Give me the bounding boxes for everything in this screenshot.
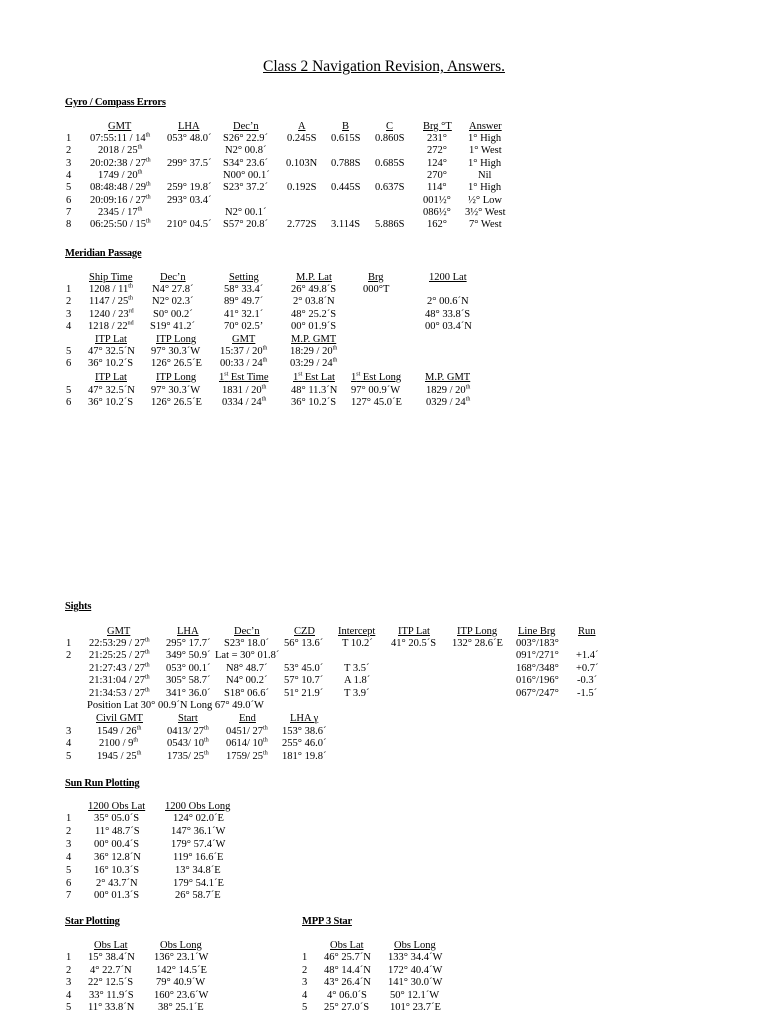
gyro-cell: 0.245S — [287, 133, 317, 144]
meridian-a-cell: 58° 33.4´ — [224, 284, 264, 295]
gyro-cell: 3½° West — [465, 206, 506, 218]
sights-b-cell: 5 — [66, 750, 72, 762]
meridian-b-header: M.P. GMT — [291, 334, 337, 345]
meridian-c-cell: 97° 00.9´W — [351, 385, 401, 396]
gyro-cell: 231° — [427, 133, 447, 144]
sights-a-cell: 295° 17.7´ — [166, 638, 211, 649]
gyro-cell: 0.615S — [331, 133, 361, 144]
gyro-cell: 0.788S — [331, 157, 361, 169]
star-cell: 4 — [66, 989, 72, 1001]
meridian-c-cell: 6 — [66, 397, 72, 409]
sights-a-cell: 21:31:04 / 27th — [89, 674, 150, 687]
star-cell: 3 — [66, 977, 72, 988]
sights-a-cell: 168°/348° — [516, 662, 559, 674]
gyro-cell: 6 — [66, 194, 72, 206]
mpp-cell: 101° 23.7´E — [390, 1002, 441, 1013]
sights-a-cell: +1.4´ — [576, 650, 599, 662]
gyro-header: B — [342, 121, 350, 132]
mpp-cell: 5 — [302, 1002, 308, 1013]
meridian-c-cell: 36° 10.2´S — [291, 397, 337, 409]
gyro-header: GMT — [108, 121, 132, 132]
meridian-b-cell: 18:29 / 20th — [290, 345, 338, 357]
sunrun-cell: 7 — [66, 890, 72, 902]
mpp-cell: 2 — [302, 964, 308, 976]
sunrun-cell: 36° 12.8´N — [94, 851, 141, 863]
sights-b-header: Start — [178, 713, 198, 724]
gyro-cell: 1 — [66, 133, 72, 144]
meridian-a-cell: S0° 00.2´ — [153, 308, 193, 320]
gyro-cell: 1° High — [468, 182, 502, 194]
sights-a-cell: -1.5´ — [577, 687, 598, 699]
star-cell: 5 — [66, 1002, 72, 1013]
sights-a-header: Run — [578, 626, 596, 637]
meridian-b-cell: 47° 32.5´N — [88, 346, 135, 357]
sights-b-cell: 4 — [66, 738, 72, 750]
meridian-c-header: 1st Est Lat — [293, 371, 335, 383]
gyro-cell: S26° 22.9´ — [223, 133, 269, 144]
sights-a-cell: T 10.2´ — [342, 638, 373, 649]
sights-a-cell: 56° 13.6´ — [284, 638, 324, 649]
gyro-cell: 259° 19.8´ — [167, 182, 212, 194]
meridian-a-cell: 89° 49.7´ — [224, 296, 264, 308]
sights-a-cell: N4° 00.2´ — [226, 675, 268, 687]
gyro-cell: 0.685S — [375, 157, 405, 169]
mpp-cell: 4° 06.0´S — [327, 989, 367, 1001]
sights-b-cell: 0614/ 10th — [226, 737, 268, 750]
meridian-a-cell: 48° 33.8´S — [425, 308, 471, 320]
gyro-cell: N2° 00.8´ — [225, 145, 267, 157]
meridian-a-header: Setting — [229, 272, 259, 283]
star-cell: 38° 25.1´E — [158, 1002, 204, 1013]
sights-b-cell: 255° 46.0´ — [282, 738, 327, 750]
sights-a-header: Line Brg — [518, 626, 556, 637]
gyro-cell: 7° West — [469, 219, 502, 231]
sights-b-cell: 1759/ 25th — [226, 750, 268, 762]
star-cell: 79° 40.9´W — [156, 977, 206, 988]
gyro-cell: 20:02:38 / 27th — [90, 157, 151, 169]
sunrun-cell: 00° 01.3´S — [94, 890, 140, 902]
meridian-a-cell: 2 — [66, 296, 72, 308]
gyro-cell: S57° 20.8´ — [223, 219, 269, 231]
sights-b-header: End — [239, 713, 256, 724]
sights-a-cell: 053° 00.1´ — [166, 662, 211, 674]
meridian-b-header: ITP Long — [156, 334, 197, 345]
sights-b-cell: 0451/ 27th — [226, 725, 268, 737]
meridian-a-cell: 00° 03.4´N — [425, 321, 472, 333]
meridian-c-cell: 48° 11.3´N — [291, 385, 338, 396]
meridian-a-cell: 41° 32.1´ — [224, 308, 264, 320]
sights-a-header: ITP Lat — [398, 626, 430, 637]
page-title: Class 2 Navigation Revision, Answers. — [263, 58, 505, 75]
gyro-cell: ½° Low — [468, 194, 502, 206]
star-header: Obs Lat — [94, 940, 128, 951]
sunrun-cell: 6 — [66, 877, 72, 889]
sights-b-cell: 1945 / 25th — [97, 750, 142, 762]
gyro-cell: 7 — [66, 206, 72, 218]
sights-a-cell: 51° 21.9´ — [284, 687, 324, 699]
sights-a-cell: 091°/271° — [516, 650, 559, 662]
gyro-header: Answer — [469, 121, 502, 132]
sights-a-cell: 22:53:29 / 27th — [89, 637, 150, 649]
mpp-header: Obs Lat — [330, 940, 364, 951]
meridian-b-cell: 15:37 / 20th — [220, 345, 268, 357]
star-cell: 142° 14.5´E — [156, 964, 207, 976]
meridian-a-cell: 3 — [66, 308, 72, 320]
sights-a-cell: 341° 36.0´ — [166, 687, 211, 699]
mpp-cell: 172° 40.4´W — [388, 964, 443, 976]
gyro-cell: N00° 00.1´ — [223, 169, 270, 181]
star-cell: 4° 22.7´N — [90, 964, 132, 976]
gyro-cell: 1° West — [469, 145, 502, 157]
gyro-cell: 2018 / 25th — [98, 144, 143, 157]
sights-b-header: LHA γ — [290, 713, 319, 724]
gyro-cell: 20:09:16 / 27th — [90, 194, 151, 206]
gyro-cell: 1° High — [468, 157, 502, 169]
star-cell: 22° 12.5´S — [88, 977, 134, 988]
gyro-cell: 001½° — [423, 194, 451, 206]
meridian-a-header: Dec’n — [160, 272, 186, 283]
mpp-cell: 4 — [302, 989, 308, 1001]
sights-b-cell: 0543/ 10th — [167, 737, 209, 750]
sunrun-cell: 16° 10.3´S — [94, 864, 140, 876]
sights-a-cell: 53° 45.0´ — [284, 662, 324, 674]
meridian-a-cell: N4° 27.8´ — [152, 284, 194, 295]
gyro-cell: N2° 00.1´ — [225, 206, 267, 218]
gyro-cell: 0.192S — [287, 182, 317, 194]
meridian-c-cell: 1831 / 20th — [222, 384, 267, 396]
gyro-header: LHA — [178, 121, 200, 132]
meridian-a-header: Brg — [368, 272, 384, 283]
sights-b-cell: 181° 19.8´ — [282, 750, 327, 762]
gyro-cell: 08:48:48 / 29th — [90, 181, 151, 194]
meridian-a-cell: 70° 02.5’ — [224, 321, 264, 333]
gyro-cell: 0.103N — [286, 157, 318, 169]
meridian-c-header: M.P. GMT — [425, 372, 471, 383]
sights-a-cell: 016°/196° — [516, 675, 559, 687]
meridian-c-header: ITP Lat — [95, 372, 127, 383]
sights-b-cell: 2100 / 9th — [99, 737, 139, 750]
gyro-cell: Nil — [478, 169, 492, 181]
sights-a-cell: 067°/247° — [516, 687, 559, 699]
gyro-cell: 124° — [427, 157, 447, 169]
meridian-a-cell: 1 — [66, 284, 72, 295]
mpp-cell: 46° 25.7´N — [324, 952, 371, 963]
meridian-c-cell: 126° 26.5´E — [151, 397, 202, 409]
gyro-cell: 0.445S — [331, 182, 361, 194]
gyro-cell: 299° 37.5´ — [167, 157, 212, 169]
sunrun-cell: 26° 58.7´E — [175, 890, 221, 902]
meridian-b-cell: 6 — [66, 358, 72, 370]
star-cell: 11° 33.8´N — [88, 1002, 135, 1013]
gyro-header: A — [298, 121, 306, 132]
section-gyro-heading: Gyro / Compass Errors — [65, 97, 166, 108]
sights-b-cell: 153° 38.6´ — [282, 726, 327, 737]
meridian-a-cell: 26° 49.8´S — [291, 284, 337, 295]
meridian-b-cell: 36° 10.2´S — [88, 358, 134, 370]
sunrun-cell: 3 — [66, 838, 72, 850]
sunrun-cell: 35° 05.0´S — [94, 813, 140, 824]
gyro-cell: 162° — [427, 219, 447, 231]
sights-a-cell: 2 — [66, 650, 72, 662]
mpp-cell: 1 — [302, 952, 308, 963]
meridian-c-cell: 36° 10.2´S — [88, 397, 134, 409]
sights-a-cell: 003°/183° — [516, 638, 559, 649]
mpp-cell: 50° 12.1´W — [390, 989, 440, 1001]
sunrun-cell: 119° 16.6´E — [173, 851, 224, 863]
gyro-cell: 8 — [66, 219, 72, 231]
gyro-cell: 293° 03.4´ — [167, 194, 212, 206]
meridian-c-cell: 127° 45.0´E — [351, 397, 402, 409]
sunrun-cell: 4 — [66, 851, 72, 863]
star-cell: 33° 11.9´S — [89, 989, 134, 1001]
gyro-cell: S23° 37.2´ — [223, 182, 269, 194]
gyro-header: Brg °T — [423, 121, 452, 132]
gyro-header: Dec’n — [233, 121, 259, 132]
sights-a-cell: 1 — [66, 638, 72, 649]
sunrun-cell: 1 — [66, 813, 72, 824]
sights-a-cell: S23° 18.0´ — [224, 638, 270, 649]
mpp-cell: 43° 26.4´N — [324, 977, 371, 988]
gyro-cell: 3.114S — [331, 219, 361, 231]
sights-b-cell: 1735/ 25th — [167, 750, 209, 762]
meridian-c-header: 1st Est Long — [351, 371, 402, 383]
meridian-c-cell: 1829 / 20th — [426, 384, 471, 396]
meridian-c-header: 1st Est Time — [219, 371, 269, 383]
meridian-a-cell: 00° 01.9´S — [291, 321, 337, 333]
sunrun-cell: 147° 36.1´W — [171, 825, 226, 837]
gyro-cell: 0.860S — [375, 133, 405, 144]
sights-a-header: Dec’n — [234, 626, 260, 637]
meridian-c-cell: 0329 / 24th — [426, 396, 471, 409]
meridian-b-header: GMT — [232, 334, 256, 345]
sunrun-cell: 5 — [66, 864, 72, 876]
gyro-cell: 086½° — [423, 206, 451, 218]
meridian-a-cell: 1218 / 22nd — [88, 320, 134, 333]
sights-a-cell: 21:27:43 / 27th — [89, 662, 150, 674]
sunrun-cell: 13° 34.8´E — [175, 864, 221, 876]
sights-a-cell: 305° 58.7´ — [166, 675, 211, 687]
gyro-cell: 053° 48.0´ — [167, 133, 212, 144]
meridian-c-cell: 97° 30.3´W — [151, 385, 201, 396]
sights-a-cell: T 3.5´ — [344, 662, 370, 674]
meridian-a-cell: 000°T — [363, 284, 390, 295]
sunrun-cell: 2 — [66, 825, 72, 837]
mpp-header: Obs Long — [394, 940, 436, 951]
meridian-b-cell: 97° 30.3´W — [151, 346, 201, 357]
star-cell: 160° 23.6´W — [154, 989, 209, 1001]
gyro-cell: 2.772S — [287, 219, 317, 231]
mpp-cell: 3 — [302, 977, 308, 988]
star-cell: 1 — [66, 952, 72, 963]
meridian-a-cell: 1240 / 23rd — [89, 308, 134, 320]
meridian-a-header: 1200 Lat — [429, 272, 467, 283]
meridian-b-header: ITP Lat — [95, 334, 127, 345]
meridian-a-header: M.P. Lat — [296, 272, 332, 283]
meridian-a-cell: 48° 25.2´S — [291, 308, 337, 320]
sights-b-cell: 3 — [66, 726, 72, 737]
gyro-cell: S34° 23.6´ — [223, 157, 269, 169]
sights-a-header: LHA — [177, 626, 199, 637]
meridian-b-cell: 126° 26.5´E — [151, 358, 202, 370]
meridian-a-cell: S19° 41.2´ — [150, 321, 196, 333]
sunrun-cell: 2° 43.7´N — [96, 877, 138, 889]
meridian-c-cell: 5 — [66, 385, 72, 396]
sunrun-cell: 179° 57.4´W — [171, 838, 226, 850]
sights-a-cell: 21:34:53 / 27th — [89, 687, 150, 699]
star-cell: 136° 23.1´W — [154, 952, 209, 963]
gyro-header: C — [386, 121, 394, 132]
gyro-cell: 1° High — [468, 133, 502, 144]
sunrun-cell: 00° 00.4´S — [94, 838, 140, 850]
gyro-cell: 07:55:11 / 14th — [90, 132, 151, 144]
section-star-heading: Star Plotting — [65, 916, 120, 927]
sunrun-cell: 179° 54.1´E — [173, 877, 224, 889]
star-cell: 15° 38.4´N — [88, 952, 135, 963]
sunrun-cell: 124° 02.0´E — [173, 813, 224, 824]
meridian-c-header: ITP Long — [156, 372, 197, 383]
sights-a-cell: 132° 28.6´E — [452, 638, 503, 649]
star-header: Obs Long — [160, 940, 202, 951]
sights-a-cell: T 3.9´ — [344, 687, 370, 699]
sights-a-cell: N8° 48.7´ — [226, 662, 268, 674]
sights-a-cell: 57° 10.7´ — [284, 675, 324, 687]
mpp-cell: 133° 34.4´W — [388, 952, 443, 963]
mpp-cell: 141° 30.0´W — [388, 977, 443, 988]
gyro-cell: 0.637S — [375, 182, 405, 194]
sights-a-header: ITP Long — [457, 626, 498, 637]
sights-a-cell: Lat = 30° 01.8´ — [215, 650, 280, 662]
meridian-a-cell: 2° 00.6´N — [427, 296, 469, 308]
sights-a-cell: 41° 20.5´S — [391, 638, 437, 649]
meridian-a-cell: 1147 / 25th — [89, 295, 133, 308]
meridian-a-header: Ship Time — [89, 272, 133, 283]
meridian-a-cell: 2° 03.8´N — [293, 296, 335, 308]
sights-a-cell: 349° 50.9´ — [166, 650, 211, 662]
section-sights-heading: Sights — [65, 601, 92, 612]
sights-a-cell: 21:25:25 / 27th — [89, 649, 150, 662]
meridian-c-cell: 47° 32.5´N — [88, 385, 135, 396]
sights-b-header: Civil GMT — [96, 713, 143, 724]
sights-a-header: CZD — [294, 626, 315, 637]
meridian-b-cell: 00:33 / 24th — [220, 357, 268, 370]
sunrun-header: 1200 Obs Long — [165, 801, 231, 812]
gyro-cell: 3 — [66, 157, 72, 169]
section-mpp-heading: MPP 3 Star — [302, 916, 352, 927]
sights-a-cell: A 1.8´ — [344, 675, 371, 687]
sunrun-header: 1200 Obs Lat — [88, 801, 146, 812]
sights-b-cell: 0413/ 27th — [167, 725, 209, 737]
gyro-cell: 2 — [66, 145, 72, 157]
sights-position: Position Lat 30° 00.9´N Long 67° 49.0´W — [87, 700, 264, 711]
sights-a-cell: -0.3´ — [577, 675, 598, 687]
sights-a-header: Intercept — [338, 626, 376, 637]
section-meridian-heading: Meridian Passage — [65, 248, 142, 259]
gyro-cell: 272° — [427, 145, 447, 157]
gyro-cell: 210° 04.5´ — [167, 219, 212, 231]
sights-a-cell: S18° 06.6´ — [224, 687, 270, 699]
meridian-b-cell: 5 — [66, 346, 72, 357]
gyro-cell: 1749 / 20th — [98, 169, 143, 181]
sunrun-cell: 11° 48.7´S — [95, 825, 140, 837]
meridian-a-cell: N2° 02.3´ — [152, 296, 194, 308]
sights-a-header: GMT — [107, 626, 131, 637]
gyro-cell: 114° — [427, 182, 447, 194]
meridian-a-cell: 4 — [66, 321, 72, 333]
gyro-cell: 4 — [66, 169, 72, 181]
gyro-cell: 06:25:50 / 15th — [90, 218, 151, 231]
gyro-cell: 5.886S — [375, 219, 405, 231]
sights-b-cell: 1549 / 26th — [97, 725, 142, 737]
meridian-c-cell: 0334 / 24th — [222, 396, 267, 409]
mpp-cell: 48° 14.4´N — [324, 964, 371, 976]
gyro-cell: 2345 / 17th — [98, 206, 143, 218]
star-cell: 2 — [66, 964, 72, 976]
gyro-cell: 5 — [66, 182, 72, 194]
section-sunrun-heading: Sun Run Plotting — [65, 778, 140, 789]
gyro-cell: 270° — [427, 169, 447, 181]
mpp-cell: 25° 27.0´S — [324, 1002, 370, 1013]
meridian-b-cell: 03:29 / 24th — [290, 357, 338, 370]
meridian-a-cell: 1208 / 11th — [89, 283, 133, 295]
sights-a-cell: +0.7´ — [576, 662, 599, 674]
